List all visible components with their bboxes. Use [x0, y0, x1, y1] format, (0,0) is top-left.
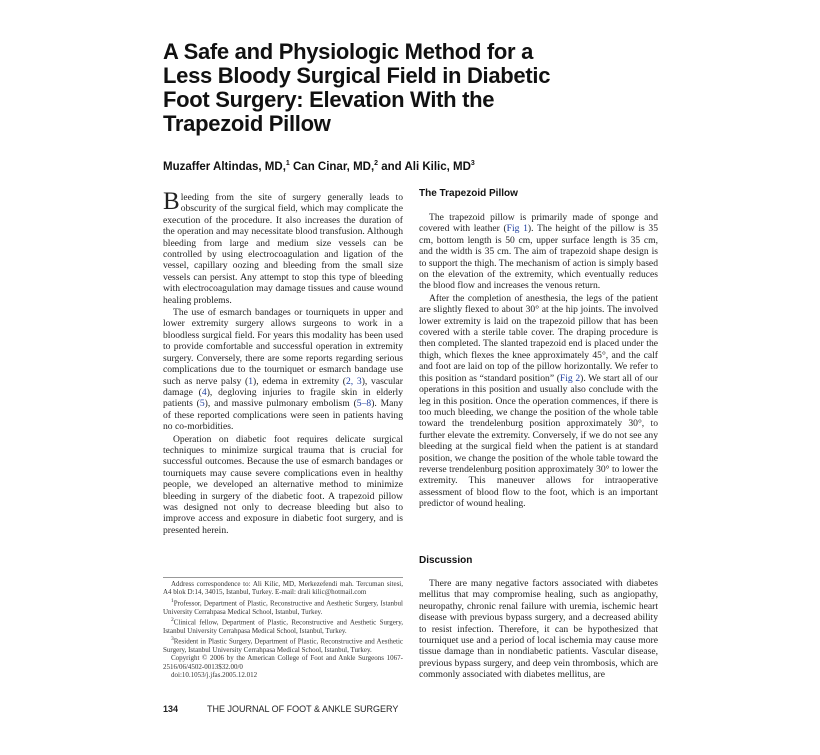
paragraph-text: ). The height of the pillow is 35 cm, bottom length is 50 cm, upper surface length is 35 cm, and the width is 35 cm. The aim of trapezoid shape design is to support the thigh. The mechanism of action is simply based on the elevation of the extremity, which eventually reduces the blood flow and increases the venous return. [419, 223, 659, 292]
title-line: Foot Surgery: Elevation With the [163, 87, 495, 112]
section-heading: Discussion [419, 555, 473, 566]
reference-link[interactable]: 1 [248, 375, 254, 387]
article-title [163, 40, 643, 136]
paragraph: There are many negative factors associated with diabetes mellitus that may compromise healing, such as angiopathy, neuropathy, chronic renal failure with uremia, ischemic heart disease with previous bypass surgery, and a decreased ability to resist infection. Therefore, it can be hypothesized that tourniquet use and a period of local ischemia may cause more tissue damage than in nondiabetic patients. Vascular disease, previous bypass surgery, and deep vein thrombosis, which are commonly associated with diabetes mellitus, are [419, 578, 658, 681]
left-column [163, 188, 403, 536]
paragraph [419, 293, 658, 510]
page-footer [163, 704, 658, 714]
paragraph [163, 307, 403, 432]
paragraph [419, 212, 658, 292]
reference-link[interactable]: 5 [199, 398, 205, 410]
footnote [163, 635, 403, 654]
paragraph: Operation on diabetic foot requires delicate surgical techniques to minimize surgical trauma that is crucial for successful outcomes. Because the use of esmarch bandages or tourniquets may cause severe complications even in healthy people, we developed an alternative method to minimize bleeding in surgery of the diabetic foot. A trapezoid pillow was designed not only to decrease bleeding but also to improve access and exposure in diabetic foot surgery, and is presented herein. [163, 433, 403, 536]
footnote-mark: 3 [171, 636, 174, 643]
footnote [163, 616, 403, 635]
footnote-mark: 1 [171, 597, 174, 604]
paragraph-text: ), and massive pulmonary embolism ( [204, 398, 357, 410]
drop-cap: B [163, 188, 180, 215]
paragraph-text: ), edema in extremity ( [253, 375, 346, 387]
journal-name: THE JOURNAL OF FOOT & ANKLE SURGERY [207, 704, 399, 714]
reference-link[interactable]: 5–8 [356, 398, 372, 410]
section-heading: The Trapezoid Pillow [419, 188, 518, 199]
copyright: Copyright © 2006 by the American College of Foot and Ankle Surgeons 1067-2516/06/4502-0013$32.00/0 [163, 654, 403, 671]
figure-link[interactable]: Fig 2 [559, 372, 581, 384]
right-column-discussion [419, 578, 658, 681]
page-number: 134 [163, 704, 179, 714]
paragraph-text: leeding from the site of surgery generally leads to obscurity of the surgical field, which may complicate the execution of the procedure. It also increases the duration of the operation and may necessitate blood transfusion. Although bleeding from large and medium size vessels can be controlled by using electrocoagulation and ligation of the vessel, capillary oozing and bleeding from the small size vessels can persist. Any attempt to stop this type of bleeding with electrocoagulation may damage tissues and cause wound healing problems. [163, 192, 403, 306]
reference-link[interactable]: 4 [201, 386, 207, 398]
footnote-text: Professor, Department of Plastic, Reconstructive and Aesthetic Surgery, Istanbul University Cerrahpasa Medical School, Istanbul, Turkey. [163, 599, 403, 616]
right-column [419, 212, 658, 510]
doi: doi:10.1053/j.jfas.2005.12.012 [171, 671, 258, 680]
author-name: and Ali Kilic, MD [378, 161, 471, 173]
footnote [163, 597, 403, 616]
paragraph [163, 188, 403, 306]
paragraph-text: ), degloving injuries to fragile skin in elderly patients ( [163, 386, 403, 410]
title-line: Less Bloody Surgical Field in Diabetic [163, 63, 551, 88]
figure-link[interactable]: Fig 1 [506, 223, 528, 235]
title-line: A Safe and Physiologic Method for a [163, 39, 534, 64]
reference-link[interactable]: 2, 3 [345, 375, 362, 387]
author-affiliation-mark: 3 [470, 160, 475, 167]
author-affiliation-mark: 2 [374, 160, 379, 167]
footnote-text: Clinical fellow, Department of Plastic, Reconstructive and Aesthetic Surgery, Istanbul University Cerrahpasa Medical School, Istanbul, Turkey. [163, 618, 403, 635]
footnote-text: Resident in Plastic Surgery, Department of Plastic, Reconstructive and Aesthetic Surgery, Istanbul University Cerrahpasa Medical School, Istanbul, Turkey. [163, 637, 403, 654]
paragraph-text: ). Many of these reported complications were seen in patients having no co-morbidities. [163, 398, 403, 433]
author-list [163, 160, 475, 173]
paragraph-text: The trapezoid pillow is primarily made of sponge and covered with leather ( [419, 212, 658, 235]
paragraph-text: ). We start all of our operations in this position and usually also conclude with the leg in this position. Once the operation commences, if there is too much bleeding, we change the position of the whole table toward the trendelenburg position approximately 30°, to further elevate the extremity. Conversely, if we do not see any bleeding at the surgical field when the patient is at standard position, we change the position of the whole table toward the reverse trendelenburg position approximately 30° to lower the extremity. This maneuver allows for intraoperative assessment of blood flow to the foot, which is an important predictor of wound healing. [419, 372, 658, 510]
footnotes [163, 577, 403, 679]
paragraph-text: ), vascular damage ( [163, 375, 403, 398]
paragraph-text: After the completion of anesthesia, the legs of the patient are slightly flexed to about 30° at the hip joints. The involved lower extremity is laid on the trapezoid pillow that has been covered with a sterile table cover. The draping procedure is then completed. The slanted trapezoid end is placed under the thigh, which flexes the knee approximately 45°, and the calf and foot are laid on top of the pillow horizontally. We refer to this position as “standard position” ( [419, 292, 658, 384]
author-name: Can Cinar, MD, [289, 161, 375, 173]
author-name: Muzaffer Altindas, MD, [163, 161, 286, 173]
author-affiliation-mark: 1 [285, 160, 290, 167]
title-line: Trapezoid Pillow [163, 111, 331, 136]
footnote: Address correspondence to: Ali Kilic, MD, Merkezefendi mah. Tercuman sitesi, A4 blok D:14, 34015, Istanbul, Turkey. E-mail: drali kilic@hotmail.com [163, 580, 403, 597]
footnote-mark: 2 [171, 616, 174, 623]
paragraph-text: The use of esmarch bandages or tourniquets in upper and lower extremity surgery allows surgeons to work in a bloodless surgical field. For years this modality has been used to provide comfortable and successful operation in extremity surgery. Conversely, there are some reports regarding serious complications due to the tourniquet or esmarch bandage use such as nerve palsy ( [163, 307, 403, 387]
